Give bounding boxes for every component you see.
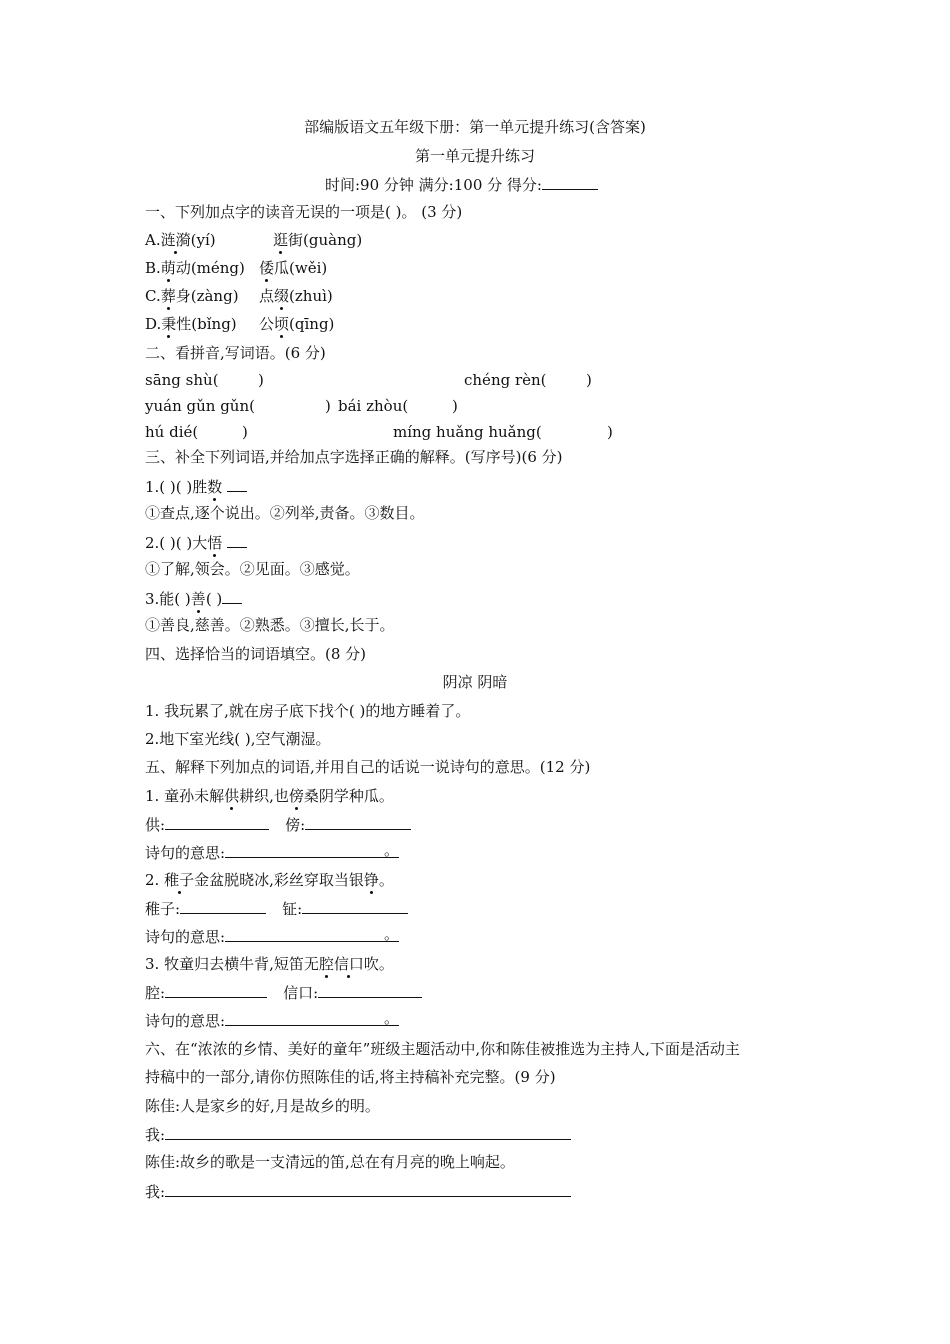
answer-blank[interactable]	[305, 814, 411, 830]
word-prefix: 1.( )( )胜	[145, 478, 208, 496]
pinyin-item: hú dié(	[145, 423, 199, 441]
pinyin-item: míng huǎng huǎng(	[393, 423, 542, 441]
poem-3-meaning-row	[145, 1010, 399, 1031]
q1-option-a	[145, 230, 216, 250]
q3-explain-3: ①善良,慈善。②熟悉。③擅长,长于。	[145, 616, 395, 634]
pinyin: (zhuì)	[289, 287, 333, 305]
q3-word-3	[145, 588, 242, 609]
answer-blank[interactable]	[302, 898, 408, 914]
poem-text: 耕织,也	[239, 787, 289, 805]
q6-title-line-2: 持稿中的一部分,请你仿照陈佳的话,将主持稿补充完整。(9 分)	[145, 1068, 556, 1086]
dotted-char: 逛	[273, 231, 289, 249]
dotted-char: 铮	[363, 871, 379, 889]
pinyin-item: bái zhòu(	[338, 397, 409, 415]
option-letter: D.	[145, 315, 162, 333]
poem-text: 1. 童孙未解	[145, 787, 225, 805]
pinyin-close: )	[325, 397, 331, 415]
period: 。	[384, 1009, 400, 1027]
meaning-label: 诗句的意思:	[145, 928, 226, 946]
poem-text: 金盆脱晓冰,彩丝穿取当银	[194, 871, 364, 889]
term-label: 钲:	[282, 900, 303, 918]
dotted-char: 葬	[160, 287, 176, 305]
poem-text: 。	[378, 871, 394, 889]
pinyin-item: yuán gǔn gǔn(	[145, 397, 255, 415]
q3-explain-2: ①了解,领会。②见面。③感觉。	[145, 560, 360, 578]
meaning-label: 诗句的意思:	[145, 1012, 226, 1030]
plain-char: 公	[259, 315, 275, 333]
answer-blank[interactable]	[318, 982, 422, 998]
q5-title: 五、解释下列加点的词语,并用自己的话说一说诗句的意思。(12 分)	[145, 758, 591, 776]
answer-blank[interactable]	[227, 532, 247, 548]
poem-line-1	[145, 786, 394, 806]
pinyin-item: sāng shù(	[145, 371, 219, 389]
score-blank[interactable]	[542, 174, 598, 190]
poem-1-answer-row	[145, 814, 411, 835]
pinyin-close: )	[242, 423, 248, 441]
period: 。	[384, 925, 400, 943]
word-pinyin: 性(bǐng)	[176, 315, 237, 333]
q1-title: 一、下列加点字的读音无误的一项是( )。 (3 分)	[145, 203, 463, 221]
dotted-char: 萌	[160, 259, 176, 277]
q1-option-d	[145, 314, 237, 334]
q2-title: 二、看拼音,写词语。(6 分)	[145, 344, 326, 362]
q3-word-2	[145, 532, 247, 553]
word-pinyin: 身(zàng)	[175, 287, 239, 305]
q1-option-c-second	[259, 286, 333, 306]
dotted-char: 腔	[318, 955, 334, 973]
dotted-char: 稚子	[164, 871, 195, 889]
pinyin-close: )	[607, 423, 613, 441]
term-label: 稚子:	[145, 900, 181, 918]
answer-blank[interactable]	[227, 476, 247, 492]
term-label: 信口:	[283, 984, 319, 1002]
q4-word-choices: 阴凉 阴暗	[442, 673, 508, 691]
option-letter: C.	[145, 287, 161, 305]
answer-blank[interactable]	[225, 842, 399, 858]
answer-blank[interactable]	[165, 814, 269, 830]
speaker-label: 我:	[145, 1126, 166, 1144]
word-suffix: ( )	[205, 590, 223, 608]
dotted-char: 顷	[274, 315, 290, 333]
document-title: 部编版语文五年级下册：第一单元提升练习(含答案)	[304, 118, 646, 136]
period: 。	[384, 841, 400, 859]
pinyin: (yí)	[190, 231, 216, 249]
q6-chenjia-line-1: 陈佳:人是家乡的好,月是故乡的明。	[145, 1097, 380, 1115]
answer-blank[interactable]	[180, 898, 266, 914]
q6-title-line-1: 六、在“浓浓的乡情、美好的童年”班级主题活动中,你和陈佳被推选为主持人,下面是活动主	[145, 1040, 740, 1058]
q4-sentence-1: 1. 我玩累了,就在房子底下找个( )的地方睡着了。	[145, 702, 471, 720]
poem-2-meaning-row	[145, 926, 399, 947]
dotted-char: 善	[190, 590, 206, 608]
plain-char: 点	[259, 287, 275, 305]
q3-word-1	[145, 476, 247, 497]
dotted-char: 倭	[259, 259, 275, 277]
dotted-char: 缀	[274, 287, 290, 305]
q6-me-row-1	[145, 1124, 571, 1145]
pinyin-close: )	[258, 371, 264, 389]
q1-option-b-second	[259, 258, 327, 278]
word-pinyin: 街(guàng)	[288, 231, 363, 249]
exam-meta	[325, 174, 598, 195]
word-prefix: 3.能( )	[145, 590, 191, 608]
q4-title: 四、选择恰当的词语填空。(8 分)	[145, 645, 367, 663]
poem-text: 桑阴学种瓜。	[303, 787, 394, 805]
poem-line-2	[145, 870, 394, 890]
q3-explain-1: ①查点,逐个说出。②列举,责备。③数目。	[145, 504, 425, 522]
q1-option-d-second	[259, 314, 334, 334]
poem-text: 3. 牧童归去横牛背,短笛无	[145, 955, 319, 973]
speaker-label: 我:	[145, 1183, 166, 1201]
q4-sentence-2: 2.地下室光线( ),空气潮湿。	[145, 730, 331, 748]
answer-blank[interactable]	[165, 1181, 571, 1197]
term-label: 腔:	[145, 984, 166, 1002]
q1-option-a-second	[273, 230, 362, 250]
option-letter: B.	[145, 259, 161, 277]
dotted-char: 信口	[333, 955, 364, 973]
q6-chenjia-line-2: 陈佳:故乡的歌是一支清远的笛,总在有月亮的晚上响起。	[145, 1153, 515, 1171]
exam-meta-text: 时间:90 分钟 满分:100 分 得分:	[325, 176, 542, 194]
q3-title: 三、补全下列词语,并给加点字选择正确的解释。(写序号)(6 分)	[145, 448, 563, 466]
answer-blank[interactable]	[165, 982, 267, 998]
poem-text: 2.	[145, 871, 165, 889]
q1-option-b	[145, 258, 245, 278]
word-prefix: 2.( )( )大	[145, 534, 208, 552]
poem-text: 吹。	[363, 955, 394, 973]
dotted-char: 供	[224, 787, 240, 805]
answer-blank[interactable]	[165, 1124, 571, 1140]
poem-3-answer-row	[145, 982, 422, 1003]
pinyin: (qīng)	[289, 315, 335, 333]
term-label: 供:	[145, 816, 166, 834]
answer-blank[interactable]	[225, 1010, 399, 1026]
pinyin-close: )	[452, 397, 458, 415]
dotted-char: 涟漪	[160, 231, 191, 249]
q1-option-c	[145, 286, 239, 306]
poem-2-answer-row	[145, 898, 408, 919]
word-pinyin: 动(méng)	[175, 259, 245, 277]
term-label: 傍:	[285, 816, 306, 834]
poem-line-3	[145, 954, 394, 974]
dotted-char: 悟	[207, 534, 223, 552]
word-pinyin: 瓜(wěi)	[274, 259, 328, 277]
pinyin-close: )	[586, 371, 592, 389]
answer-blank[interactable]	[225, 926, 399, 942]
option-letter: A.	[145, 231, 161, 249]
dotted-char: 数	[207, 478, 223, 496]
q6-me-row-2	[145, 1181, 571, 1202]
meaning-label: 诗句的意思:	[145, 844, 226, 862]
pinyin-item: chéng rèn(	[464, 371, 547, 389]
section-subtitle: 第一单元提升练习	[414, 147, 535, 165]
poem-1-meaning-row	[145, 842, 399, 863]
dotted-char: 傍	[288, 787, 304, 805]
answer-blank[interactable]	[222, 588, 242, 604]
dotted-char: 秉	[161, 315, 177, 333]
